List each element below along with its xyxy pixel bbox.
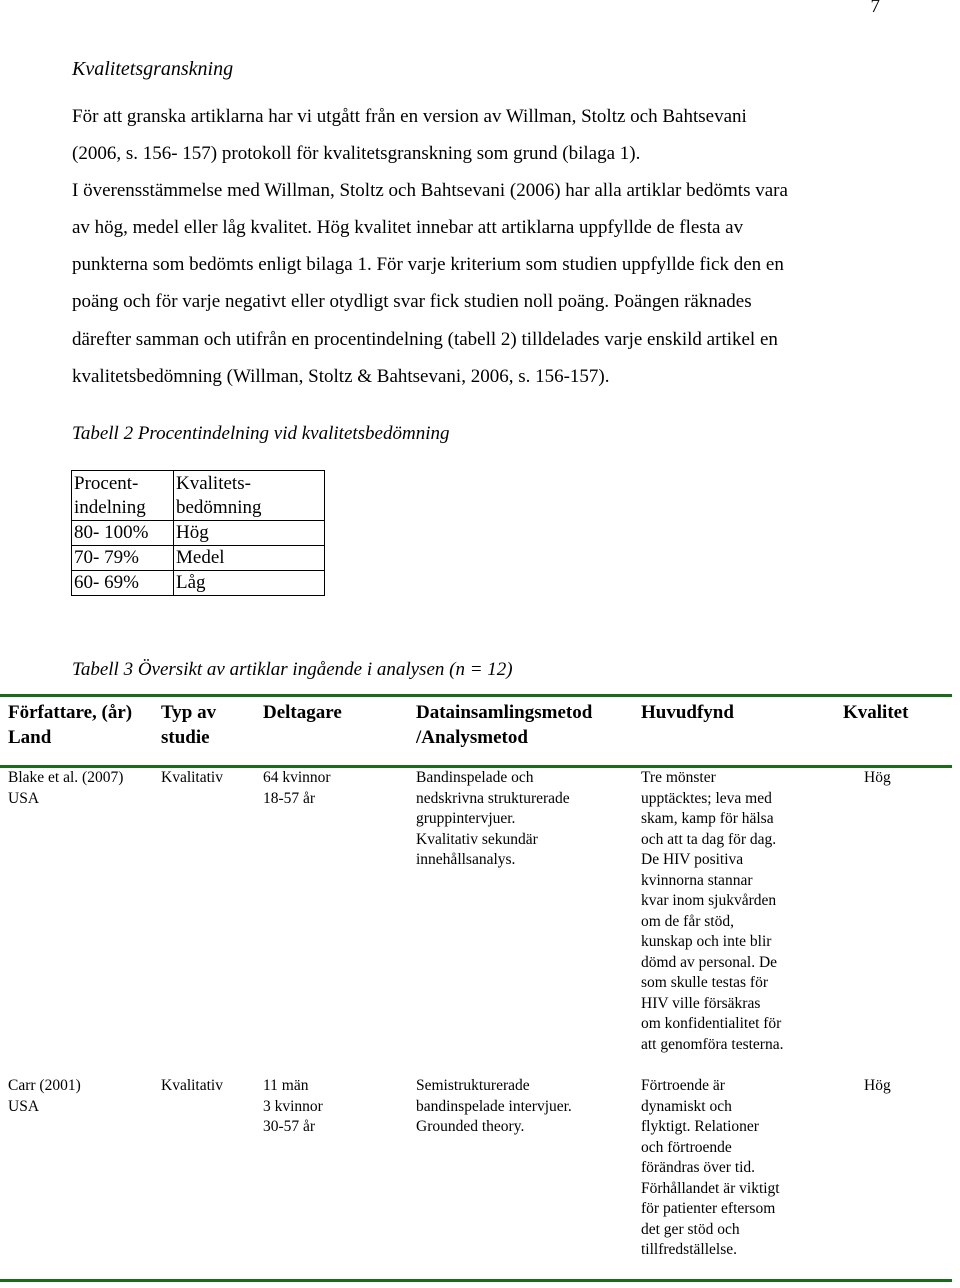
table3-cell-participants: 64 kvinnor 18-57 år <box>263 769 331 807</box>
table2-caption: Tabell 2 Procentindelning vid kvalitetsbedömning <box>72 423 450 444</box>
table2-cell: Medel <box>174 546 325 571</box>
table2-row <box>72 571 325 596</box>
paragraph-line: (2006, s. 156- 157) protokoll för kvalitetsgranskning som grund (bilaga 1). <box>72 143 641 165</box>
table3-cell-quality: Hög <box>864 1077 891 1094</box>
table3-cell-quality: Hög <box>864 769 891 786</box>
table3-header-method: Datainsamlingsmetod /Analysmetod <box>416 702 593 748</box>
table3-cell-author: Carr (2001) USA <box>8 1077 81 1115</box>
table3-cell-method: Semistrukturerade bandinspelade intervjuer. Grounded theory. <box>416 1077 572 1135</box>
paragraph-line: För att granska artiklarna har vi utgått från en version av Willman, Stoltz och Bahtsevani <box>72 106 747 127</box>
table2-cell: 70- 79% <box>72 546 174 571</box>
paragraph-line: kvalitetsbedömning (Willman, Stoltz & Bahtsevani, 2006, s. 156-157). <box>72 365 610 387</box>
table3-cell-type: Kvalitativ <box>161 769 223 786</box>
paragraph-line: I överensstämmelse med Willman, Stoltz och Bahtsevani (2006) har alla artiklar bedömts vara <box>72 180 788 202</box>
table3-cell-type: Kvalitativ <box>161 1077 223 1094</box>
table3-cell-participants: 11 män 3 kvinnor 30-57 år <box>263 1077 323 1135</box>
table3-header-type: Typ av studie <box>161 702 217 748</box>
table3-top-rule <box>0 694 952 697</box>
table2-header-cell: Procent- indelning <box>72 471 174 521</box>
table2-row <box>72 521 325 546</box>
table3-cell-findings: Förtroende är dynamiskt och flyktigt. Relationer och förtroende förändras över tid. Förhållandet är viktigt för patienter eftersom det ger stöd och tillfredställelse. <box>641 1077 780 1258</box>
table2-cell: 60- 69% <box>72 571 174 596</box>
section-heading: Kvalitetsgranskning <box>72 58 234 80</box>
table3-cell-findings: Tre mönster upptäcktes; leva med skam, kamp för hälsa och att ta dag för dag. De HIV positiva kvinnorna stannar kvar inom sjukvården om de får stöd, kunskap och inte blir dömd av personal. De som skulle testas för HIV ville försäkras om konfidentialitet för att genomföra testerna. <box>641 769 784 1053</box>
table3-header-quality: Kvalitet <box>843 702 909 723</box>
table3-header-findings: Huvudfynd <box>641 702 734 723</box>
table3-header-author: Författare, (år) Land <box>8 702 133 748</box>
table2-row <box>72 546 325 571</box>
table2-cell: Hög <box>174 521 325 546</box>
table2 <box>71 470 325 596</box>
table3-bottom-rule <box>0 1279 952 1282</box>
table3-cell-author: Blake et al. (2007) USA <box>8 769 124 807</box>
paragraph-line: av hög, medel eller låg kvalitet. Hög kvalitet innebar att artiklarna uppfyllde de flesta av <box>72 217 744 239</box>
table2-header-cell: Kvalitets- bedömning <box>174 471 325 521</box>
table3-caption: Tabell 3 Översikt av artiklar ingående i analysen (n = 12) <box>72 659 513 680</box>
page-number: 7 <box>870 0 880 17</box>
table3-header-participants: Deltagare <box>263 702 342 723</box>
paragraph-line: poäng och för varje negativt eller otydligt svar fick studien noll poäng. Poängen räknades <box>72 291 752 313</box>
table2-cell: Låg <box>174 571 325 596</box>
table2-cell: 80- 100% <box>72 521 174 546</box>
body-paragraph <box>72 98 922 395</box>
table3-cell-method: Bandinspelade och nedskrivna strukturerade gruppintervjuer. Kvalitativ sekundär innehållsanalys. <box>416 769 570 868</box>
paragraph-line: därefter samman och utifrån en procentindelning (tabell 2) tilldelades varje enskild artikel en <box>72 328 778 350</box>
table2-header-row <box>72 471 325 521</box>
paragraph-line: punkterna som bedömts enligt bilaga 1. För varje kriterium som studien uppfyllde fick den en <box>72 254 784 276</box>
